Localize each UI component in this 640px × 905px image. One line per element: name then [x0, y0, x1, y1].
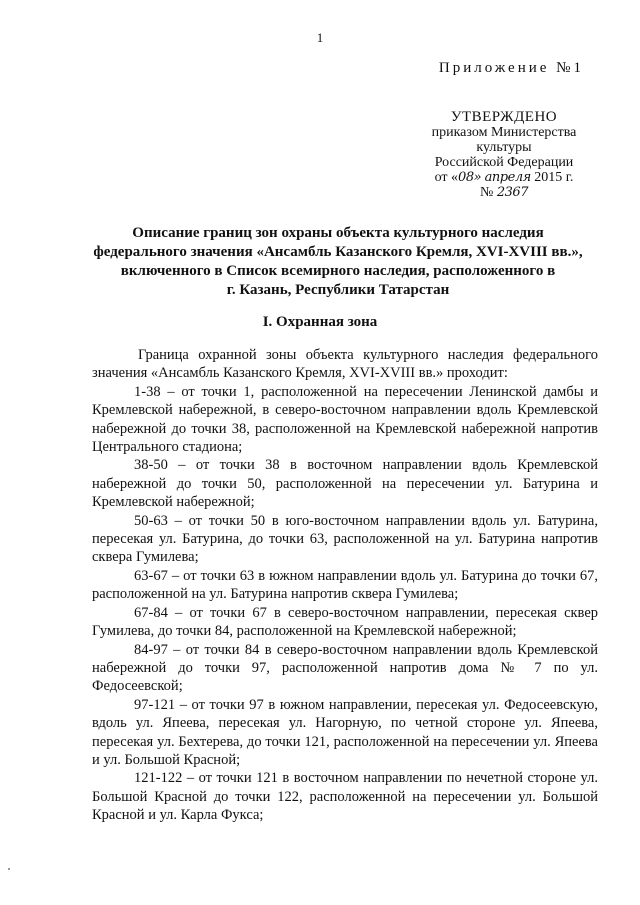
scan-speck	[8, 868, 10, 870]
section-heading: I. Охранная зона	[262, 314, 378, 330]
title-line-1: Описание границ зон охраны объекта культурного наследия	[132, 225, 544, 241]
paragraph-segment: 121-122 – от точки 121 в восточном направлении по нечетной стороне ул. Большой Красной до точки 122, расположенной на пересечении ул. Большой Красной и ул. Карла Фукса;	[92, 770, 598, 824]
approval-date	[404, 170, 604, 185]
paragraph-segment: 67-84 – от точки 67 в северо-восточном направлении, пересекая сквер Гумилева, до точки 84, расположенной на Кремлевской набережной;	[92, 604, 598, 640]
paragraph-segment: 50-63 – от точки 50 в юго-восточном направлении вдоль ул. Батурина, пересекая ул. Батурина, до точки 63, расположенной на ул. Батурина напротив сквера Гумилева;	[92, 512, 598, 566]
paragraph-intro: Граница охранной зоны объекта культурного наследия федерального значения «Ансамбль Казанского Кремля, XVI-XVIII вв.» проходит:	[92, 347, 598, 382]
page-number: 1	[316, 30, 324, 45]
number-prefix: №	[480, 185, 497, 200]
document-title	[78, 224, 598, 300]
date-prefix: от «	[434, 170, 459, 185]
approval-stamp	[404, 110, 604, 200]
title-line-2: федерального значения «Ансамбль Казанского Кремля, XVI-XVIII вв.»,	[93, 244, 583, 260]
document-body	[92, 346, 598, 825]
approval-number	[404, 185, 604, 200]
date-suffix: 2015 г.	[530, 170, 574, 185]
appendix-label: Приложение №1	[438, 60, 584, 76]
approval-line-federation: Российской Федерации	[434, 155, 574, 170]
paragraph-segment: 84-97 – от точки 84 в северо-восточном направлении вдоль Кремлевской набережной до точки 97, расположенной напротив дома № 7 по ул. Федосеевской;	[92, 641, 598, 695]
paragraph-segment: 38-50 – от точки 38 в восточном направлении вдоль Кремлевской набережной до точки 50, расположенной на пересечении ул. Батурина и Кремлевской набережной;	[92, 457, 598, 511]
handwritten-number: 2367	[496, 185, 528, 200]
approval-line-ministry: приказом Министерства культуры	[431, 125, 577, 155]
title-line-4: г. Казань, Республики Татарстан	[226, 282, 450, 298]
approved-heading: УТВЕРЖДЕНО	[450, 109, 558, 125]
paragraph-segment: 97-121 – от точки 97 в южном направлении, пересекая ул. Федосеевскую, вдоль ул. Япеева, пересекая ул. Нагорную, по четной стороне ул. Япеева, пересекая ул. Бехтерева, до точки 121, расположенной на пересечении ул. Япеева и ул. Большой Красной;	[92, 696, 598, 768]
handwritten-date: 08» апреля	[458, 170, 531, 185]
title-line-3: включенного в Список всемирного наследия, расположенного в	[120, 263, 556, 279]
paragraph-segment: 1-38 – от точки 1, расположенной на пересечении Ленинской дамбы и Кремлевской набережной, в северо-восточном направлении вдоль Кремлевской набережной до точки 38, расположенной на Кремлевской набережной напротив Центрального стадиона;	[92, 383, 598, 456]
paragraph-segment: 63-67 – от точки 63 в южном направлении вдоль ул. Батурина до точки 67, расположенной на ул. Батурина напротив сквера Гумилева;	[92, 567, 598, 603]
